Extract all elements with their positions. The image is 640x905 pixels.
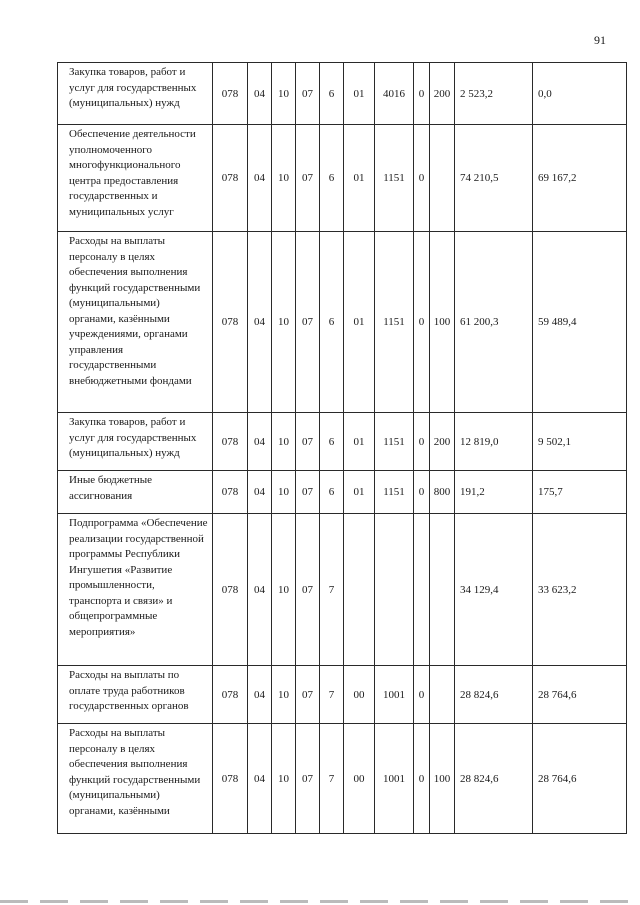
expense-type-code xyxy=(430,125,455,232)
extra-code xyxy=(414,514,430,666)
subprogram-code: 7 xyxy=(320,514,344,666)
event-code: 01 xyxy=(344,471,375,514)
direction-code: 4016 xyxy=(375,63,414,125)
table-row xyxy=(58,413,627,471)
section-code: 04 xyxy=(248,666,272,724)
expense-type-code: 200 xyxy=(430,413,455,471)
subsection-code: 10 xyxy=(272,514,296,666)
extra-code: 0 xyxy=(414,666,430,724)
table-row xyxy=(58,666,627,724)
direction-code: 1151 xyxy=(375,471,414,514)
amount-2: 0,0 xyxy=(533,63,627,125)
table-row xyxy=(58,471,627,514)
event-code: 01 xyxy=(344,232,375,413)
direction-code: 1151 xyxy=(375,232,414,413)
direction-code: 1151 xyxy=(375,125,414,232)
event-code: 01 xyxy=(344,63,375,125)
expense-type-code xyxy=(430,514,455,666)
budget-table xyxy=(57,62,627,834)
expense-type-code: 800 xyxy=(430,471,455,514)
program-code: 07 xyxy=(296,514,320,666)
program-code: 07 xyxy=(296,471,320,514)
event-code: 01 xyxy=(344,125,375,232)
ministry-code: 078 xyxy=(213,471,248,514)
event-code: 00 xyxy=(344,724,375,834)
scan-footer-line xyxy=(0,900,640,903)
extra-code: 0 xyxy=(414,232,430,413)
amount-2: 33 623,2 xyxy=(533,514,627,666)
subsection-code: 10 xyxy=(272,413,296,471)
budget-table-body xyxy=(58,63,627,834)
program-code: 07 xyxy=(296,63,320,125)
table-row xyxy=(58,724,627,834)
subsection-code: 10 xyxy=(272,471,296,514)
row-name: Иные бюджетные ассигнования xyxy=(58,471,213,514)
subprogram-code: 6 xyxy=(320,232,344,413)
section-code: 04 xyxy=(248,232,272,413)
expense-type-code: 200 xyxy=(430,63,455,125)
row-name: Закупка товаров, работ и услуг для государственных (муниципальных) нужд xyxy=(58,63,213,125)
subsection-code: 10 xyxy=(272,125,296,232)
row-name: Расходы на выплаты персоналу в целях обеспечения выполнения функций государственными (муниципальными) органами, казёнными xyxy=(58,724,213,834)
direction-code: 1001 xyxy=(375,724,414,834)
subprogram-code: 6 xyxy=(320,125,344,232)
row-name: Закупка товаров, работ и услуг для государственных (муниципальных) нужд xyxy=(58,413,213,471)
program-code: 07 xyxy=(296,232,320,413)
table-row xyxy=(58,125,627,232)
row-name: Обеспечение деятельности уполномоченного многофункционального центра предоставления государственных и муниципальных услуг xyxy=(58,125,213,232)
amount-2: 59 489,4 xyxy=(533,232,627,413)
direction-code: 1001 xyxy=(375,666,414,724)
amount-2: 28 764,6 xyxy=(533,666,627,724)
amount-2: 9 502,1 xyxy=(533,413,627,471)
extra-code: 0 xyxy=(414,724,430,834)
expense-type-code xyxy=(430,666,455,724)
subsection-code: 10 xyxy=(272,724,296,834)
amount-1: 28 824,6 xyxy=(455,724,533,834)
section-code: 04 xyxy=(248,514,272,666)
event-code: 01 xyxy=(344,413,375,471)
subprogram-code: 7 xyxy=(320,724,344,834)
amount-1: 61 200,3 xyxy=(455,232,533,413)
ministry-code: 078 xyxy=(213,666,248,724)
ministry-code: 078 xyxy=(213,724,248,834)
amount-2: 28 764,6 xyxy=(533,724,627,834)
table-row xyxy=(58,63,627,125)
section-code: 04 xyxy=(248,471,272,514)
subsection-code: 10 xyxy=(272,666,296,724)
subsection-code: 10 xyxy=(272,232,296,413)
event-code xyxy=(344,514,375,666)
ministry-code: 078 xyxy=(213,232,248,413)
program-code: 07 xyxy=(296,413,320,471)
subprogram-code: 6 xyxy=(320,413,344,471)
section-code: 04 xyxy=(248,413,272,471)
ministry-code: 078 xyxy=(213,125,248,232)
amount-1: 2 523,2 xyxy=(455,63,533,125)
extra-code: 0 xyxy=(414,471,430,514)
page-number: 91 xyxy=(594,33,606,47)
ministry-code: 078 xyxy=(213,514,248,666)
ministry-code: 078 xyxy=(213,63,248,125)
extra-code: 0 xyxy=(414,125,430,232)
expense-type-code: 100 xyxy=(430,724,455,834)
amount-1: 191,2 xyxy=(455,471,533,514)
expense-type-code: 100 xyxy=(430,232,455,413)
table-row xyxy=(58,232,627,413)
section-code: 04 xyxy=(248,724,272,834)
amount-1: 12 819,0 xyxy=(455,413,533,471)
extra-code: 0 xyxy=(414,63,430,125)
subprogram-code: 6 xyxy=(320,63,344,125)
section-code: 04 xyxy=(248,63,272,125)
row-name: Расходы на выплаты по оплате труда работников государственных органов xyxy=(58,666,213,724)
amount-1: 74 210,5 xyxy=(455,125,533,232)
event-code: 00 xyxy=(344,666,375,724)
extra-code: 0 xyxy=(414,413,430,471)
amount-2: 69 167,2 xyxy=(533,125,627,232)
direction-code: 1151 xyxy=(375,413,414,471)
amount-1: 28 824,6 xyxy=(455,666,533,724)
section-code: 04 xyxy=(248,125,272,232)
program-code: 07 xyxy=(296,724,320,834)
row-name: Расходы на выплаты персоналу в целях обеспечения выполнения функций государственными (муниципальными) органами, казёнными учреждениями, органами управления государственными внебюджетными фондами xyxy=(58,232,213,413)
subprogram-code: 7 xyxy=(320,666,344,724)
row-name: Подпрограмма «Обеспечение реализации государственной программы Республики Ингушетия «Развитие промышленности, транспорта и связи» и общепрограммные мероприятия» xyxy=(58,514,213,666)
direction-code xyxy=(375,514,414,666)
table-row xyxy=(58,514,627,666)
program-code: 07 xyxy=(296,666,320,724)
subsection-code: 10 xyxy=(272,63,296,125)
amount-1: 34 129,4 xyxy=(455,514,533,666)
amount-2: 175,7 xyxy=(533,471,627,514)
subprogram-code: 6 xyxy=(320,471,344,514)
program-code: 07 xyxy=(296,125,320,232)
ministry-code: 078 xyxy=(213,413,248,471)
